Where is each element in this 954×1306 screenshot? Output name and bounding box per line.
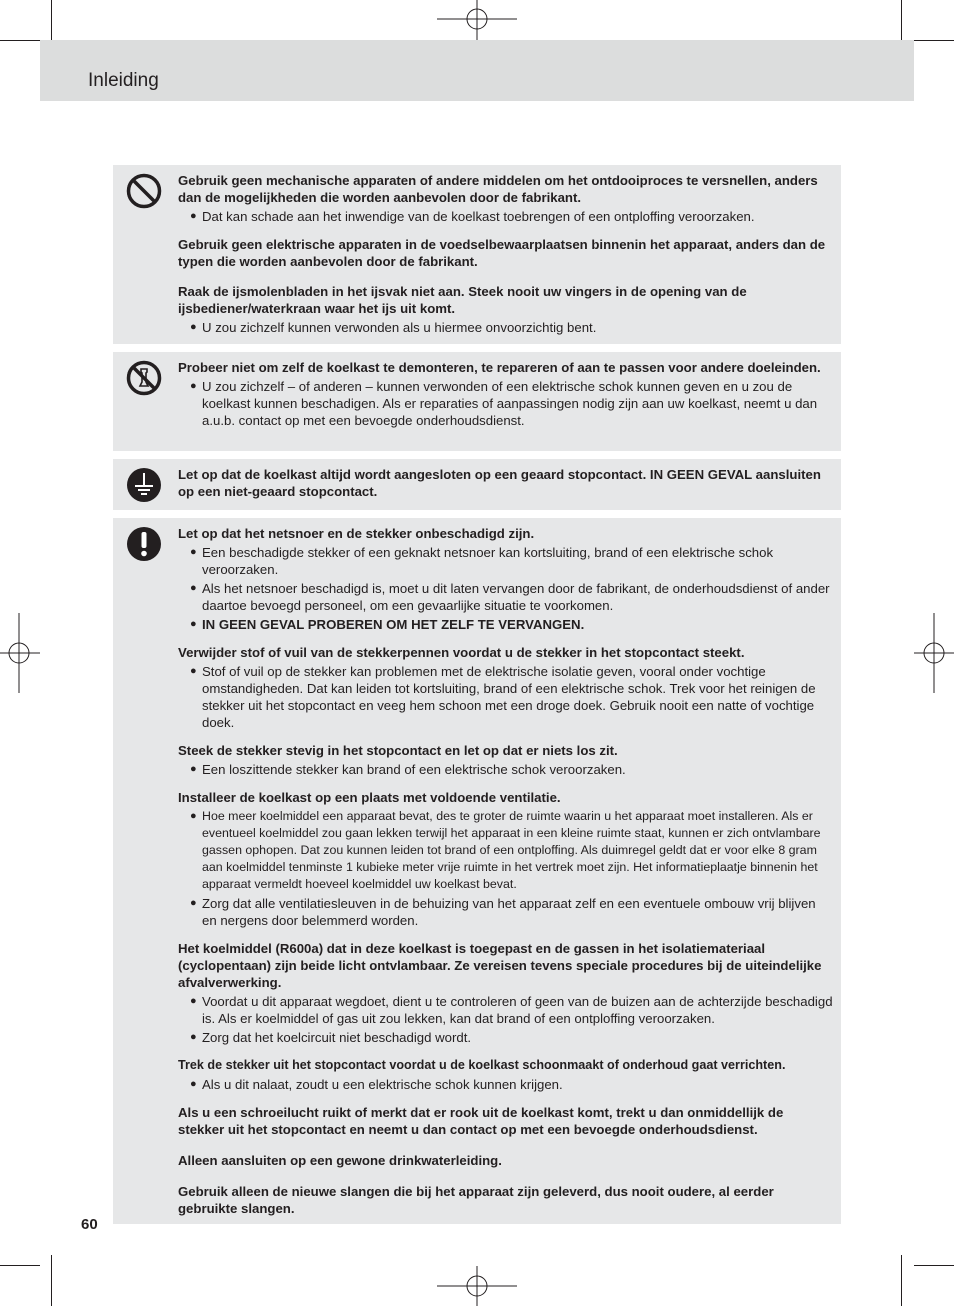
warning-section-ground — [113, 459, 841, 510]
warning-bullet: ● Stof of vuil op de stekker kan problemen met de elektrische isolatie geven, vooral onder vochtige omstandigheden. Dat kan leiden tot kortsluiting, brand of een elektrische schok. Trek voor het reinigen de stekker uit het stopcontact en veeg hem schoon met een droge doek. Gebruik nooit een natte of vochtige doek. — [190, 663, 833, 731]
no-disassembly-icon — [126, 360, 162, 396]
warning-section-no-disassembly — [113, 352, 841, 451]
registration-mark-left — [0, 613, 40, 693]
warning-title: Steek de stekker stevig in het stopcontact en let op dat er niets los zit. — [178, 743, 618, 758]
warning-bullet: ● Een beschadigde stekker of een geknakt netsnoer kan kortsluiting, brand of een elektrische schok veroorzaken. — [190, 544, 833, 578]
warning-title: Het koelmiddel (R600a) dat in deze koelkast is toegepast en de gassen in het isolatiemateriaal (cyclopentaan) zijn beide licht ontvlambaar. Ze vereisen tevens speciale procedures bij de uiteindelijke afvalverwerking. — [178, 941, 822, 990]
registration-mark-bottom — [437, 1266, 517, 1306]
warning-bullet: ● IN GEEN GEVAL PROBEREN OM HET ZELF TE VERVANGEN. — [190, 616, 833, 633]
warning-section-mandatory — [113, 518, 841, 1224]
warning-bullet: ● Een loszittende stekker kan brand of een elektrische schok veroorzaken. — [190, 761, 833, 778]
prohibited-icon — [126, 173, 162, 209]
header-band — [40, 40, 914, 101]
page-number: 60 — [81, 1216, 98, 1233]
warning-title: Let op dat het netsnoer en de stekker onbeschadigd zijn. — [178, 526, 535, 541]
warning-bullet: ● Als het netsnoer beschadigd is, moet u dit laten vervangen door de fabrikant, de onderhoudsdienst of ander daartoe bevoegd personeel, om een gevaarlijke situatie te voorkomen. — [190, 580, 833, 614]
warning-bullet: ● Zorg dat het koelcircuit niet beschadigd wordt. — [190, 1029, 833, 1046]
registration-mark-top — [437, 0, 517, 40]
warning-bullet: ● Hoe meer koelmiddel een apparaat bevat, des te groter de ruimte waarin u het apparaat moet installeren. Als er eventueel koelmiddel zou gaan lekken terwijl het apparaat in een kleine ruimte staat, kunnen er zich ontvlambare gassen ophopen. Dat zou kunnen leiden tot brand of een ontploffing. Als duimregel geldt dat er voor elke 8 gram aan koelmiddel tenminste 1 kubieke meter vrije ruimte in het vertrek moet zijn. Het informatieplaatje binnenin het apparaat vermeldt hoeveel koelmiddel uw koelkast bevat. — [190, 808, 833, 893]
warning-title: Let op dat de koelkast altijd wordt aangesloten op een geaard stopcontact. IN GEEN GEVAL aansluiten op een niet-geaard stopcontact. — [178, 467, 821, 499]
warning-title: Trek de stekker uit het stopcontact voordat u de koelkast schoonmaakt of onderhoud gaat verrichten. — [178, 1058, 786, 1072]
warning-title: Alleen aansluiten op een gewone drinkwaterleiding. — [178, 1153, 502, 1168]
warning-title: Als u een schroeilucht ruikt of merkt dat er rook uit de koelkast komt, trekt u dan onmiddellijk de stekker uit het stopcontact en neemt u dan contact op met een bevoegde onderhoudsdienst. — [178, 1105, 784, 1137]
warning-title: Gebruik geen mechanische apparaten of andere middelen om het ontdooiproces te versnellen, anders dan de mogelijkheden die worden aanbevolen door de fabrikant. — [178, 173, 818, 205]
warning-title: Verwijder stof of vuil van de stekkerpennen voordat u de stekker in het stopcontact steekt. — [178, 645, 745, 660]
warning-section-prohibited — [113, 165, 841, 344]
registration-mark-right — [914, 613, 954, 693]
warning-title: Probeer niet om zelf de koelkast te demonteren, te repareren of aan te passen voor andere doeleinden. — [178, 360, 821, 375]
warning-title: Raak de ijsmolenbladen in het ijsvak niet aan. Steek nooit uw vingers in de opening van de ijsbediener/waterkraan waar het ijs uit komt. — [178, 284, 747, 316]
page-title: Inleiding — [88, 70, 159, 91]
warning-title: Installeer de koelkast op een plaats met voldoende ventilatie. — [178, 790, 561, 805]
warning-bullet: ● Zorg dat alle ventilatiesleuven in de behuizing van het apparaat zelf en een eventuele ombouw vrij blijven en nergens door belemmerd worden. — [190, 895, 833, 929]
warning-bullet: ● Voordat u dit apparaat wegdoet, dient u te controleren of geen van de buizen aan de achterzijde beschadigd is. Als er koelmiddel of gas uit zou lekken, kan dat brand of een ontploffing veroorzaken. — [190, 993, 833, 1027]
warning-bullet: ● U zou zichzelf – of anderen – kunnen verwonden of een elektrische schok kunnen geven en u zou de koelkast kunnen beschadigen. Als er reparaties of aanpassingen nodig zijn aan uw koelkast, neemt u dan a.u.b. contact op met een bevoegde onderhoudsdienst. — [190, 378, 833, 429]
warning-title: Gebruik alleen de nieuwe slangen die bij het apparaat zijn geleverd, dus nooit oudere, al eerder gebruikte slangen. — [178, 1184, 774, 1216]
warning-bullet: ● Als u dit nalaat, zoudt u een elektrische schok kunnen krijgen. — [190, 1076, 833, 1093]
mandatory-icon — [126, 526, 162, 562]
ground-icon — [126, 467, 162, 503]
warning-title: Gebruik geen elektrische apparaten in de voedselbewaarplaatsen binnenin het apparaat, anders dan de typen die worden aanbevolen door de fabrikant. — [178, 237, 826, 269]
warning-bullet: ● Dat kan schade aan het inwendige van de koelkast toebrengen of een ontploffing veroorzaken. — [190, 208, 833, 225]
warning-bullet: ● U zou zichzelf kunnen verwonden als u hiermee onvoorzichtig bent. — [190, 319, 833, 336]
